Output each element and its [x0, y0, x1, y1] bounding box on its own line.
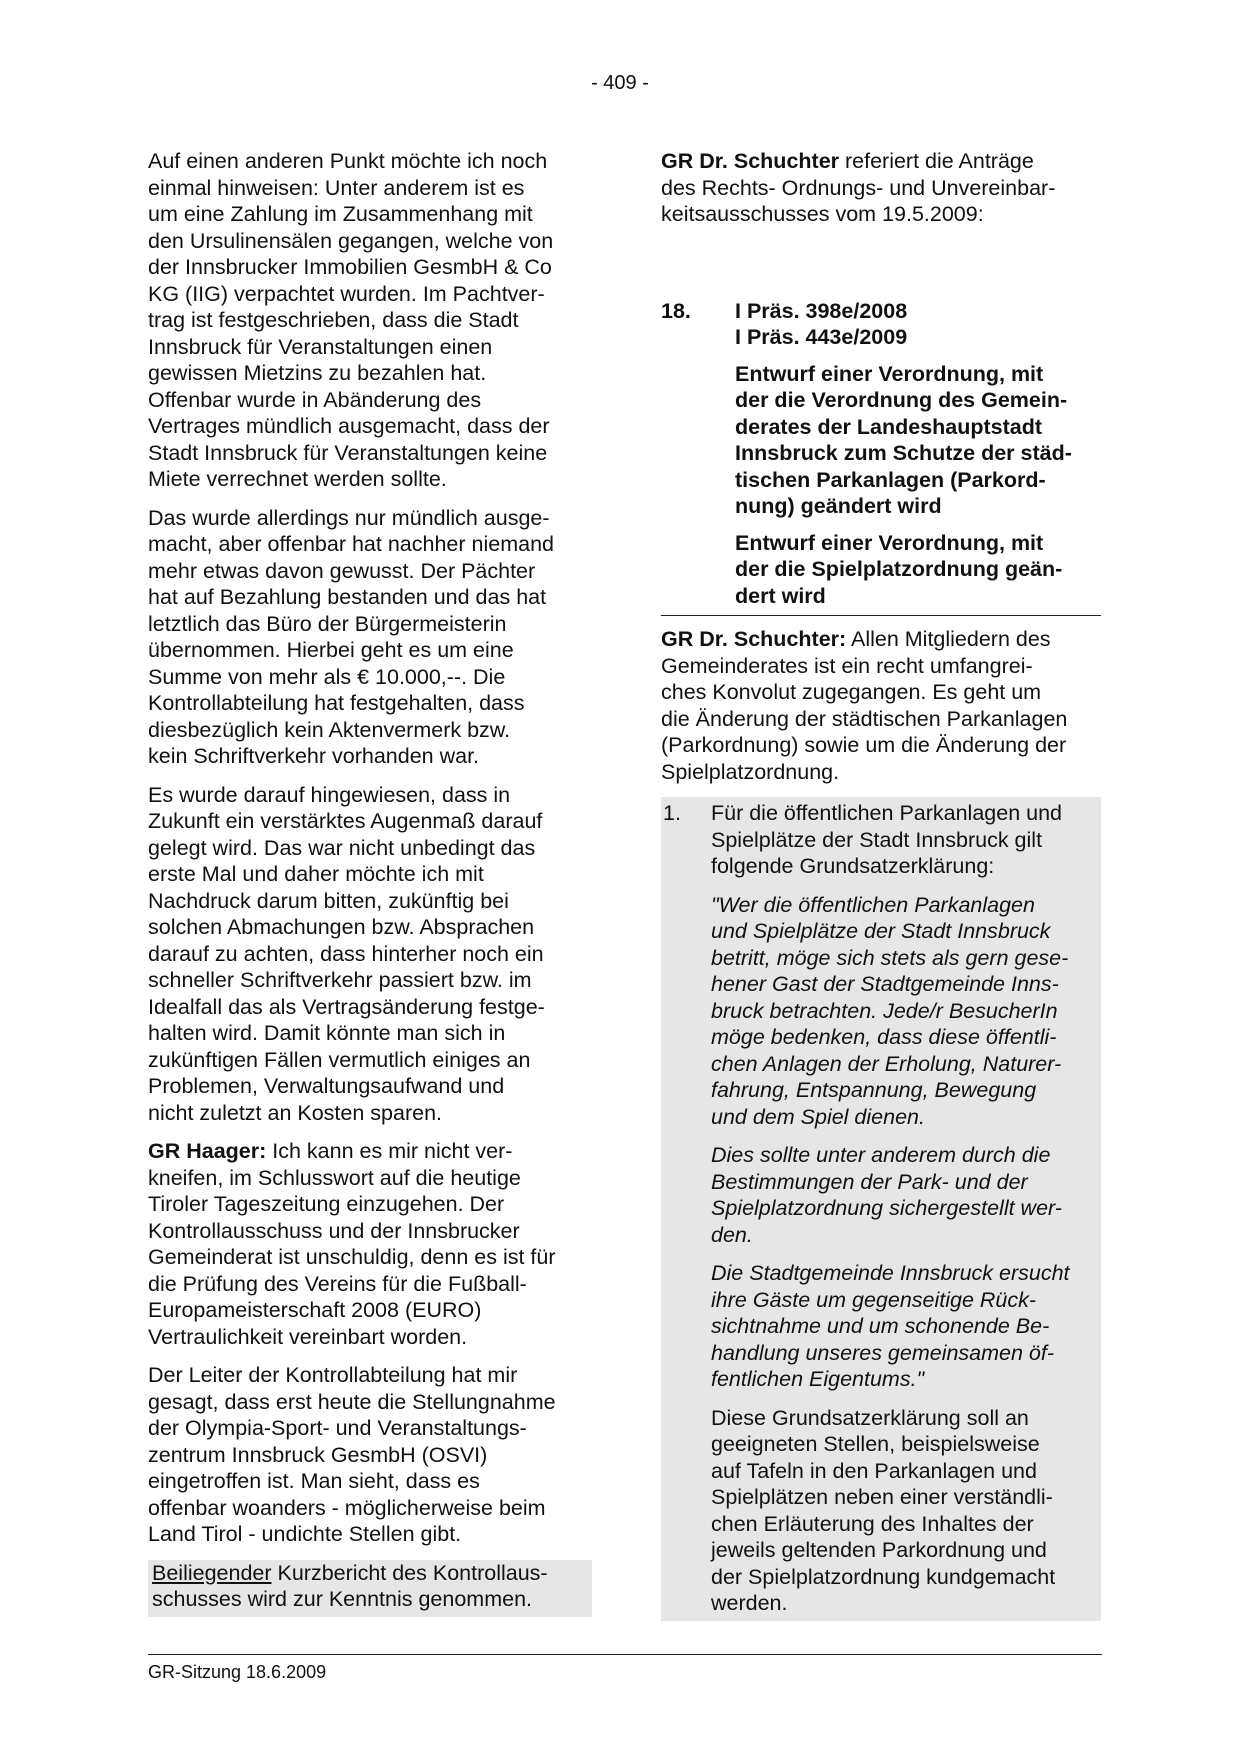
- agenda-references: I Präs. 398e/2008 I Präs. 443e/2009: [735, 298, 908, 349]
- intro-paragraph: [661, 148, 1101, 228]
- footer-divider: [148, 1654, 1102, 1655]
- item-number: 1.: [663, 801, 681, 825]
- speaker-name: GR Dr. Schuchter:: [661, 627, 847, 651]
- speaker-name: GR Haager:: [148, 1139, 267, 1163]
- speech-text: Ich kann es mir nicht ver- kneifen, im Schlusswort auf die heutige Tiroler Tageszeitung einzugehen. Der Kontrollausschuss und der Innsbrucker Gemeinderat ist unschuldig, denn es ist für die Prüfung des Vereins für die Fußball- Europameisterschaft 2008 (EURO) Vertraulichkeit vereinbart worden.: [148, 1139, 556, 1349]
- agenda-number: 18.: [661, 298, 691, 323]
- paragraph: Auf einen anderen Punkt möchte ich noch einmal hinweisen: Unter anderem ist es um eine Zahlung im Zusammenhang mit den Ursulinensälen gegangen, welche von der Innsbrucker Immobilien GesmbH & Co KG (IIG) verpachtet wurden. Im Pachtver- trag ist festgeschrieben, dass die Stadt Innsbruck für Veranstaltungen einen gewissen Mietzins zu bezahlen hat. Offenbar wurde in Abänderung des Vertrages mündlich ausgemacht, dass der Stadt Innsbruck für Veranstaltungen keine Miete verrechnet werden sollte.: [148, 149, 554, 491]
- intro-text: referiert die Anträge des Rechts- Ordnungs- und Unvereinbar- keitsausschusses vom 19.5.2009:: [661, 149, 1056, 226]
- numbered-item: [661, 797, 1101, 1621]
- resolution-text: Kurzbericht des Kontrollaus- schusses wird zur Kenntnis genommen.: [152, 1560, 548, 1611]
- speech-haager: [148, 1138, 588, 1350]
- divider: [661, 615, 1101, 616]
- paragraph: Es wurde darauf hingewiesen, dass in Zukunft ein verstärktes Augenmaß darauf gelegt wird. Das war nicht unbedingt das erste Mal und daher möchte ich mit Nachdruck darum bitten, zukünftig bei solchen Abmachungen bzw. Absprachen darauf zu achten, dass hinterher noch ein schneller Schriftverkehr passiert bzw. im Idealfall das als Vertragsänderung festge- halten wird. Damit könnte man sich in zukünftigen Fällen vermutlich einiges an Problemen, Verwaltungsaufwand und nicht zuletzt an Kosten sparen.: [148, 782, 545, 1125]
- agenda-item: [661, 298, 1101, 610]
- speaker-name: GR Dr. Schuchter: [661, 149, 840, 173]
- paragraph: Das wurde allerdings nur mündlich ausge- macht, aber offenbar hat nachher niemand mehr etwas davon gewusst. Der Pächter hat auf Bezahlung bestanden und das hat letztlich das Büro der Bürgermeisterin übernommen. Hierbei geht es um eine Summe von mehr als € 10.000,--. Die Kontrollabteilung hat festgehalten, dass diesbezüglich kein Aktenvermerk bzw. kein Schriftverkehr vorhanden war.: [148, 505, 554, 768]
- item-intro: Für die öffentlichen Parkanlagen und Spielplätze der Stadt Innsbruck gilt folgende Grundsatzerklärung:: [711, 801, 1063, 878]
- resolution-box: [148, 1560, 592, 1617]
- paragraph: Der Leiter der Kontrollabteilung hat mir gesagt, dass erst heute die Stellungnahme der Olympia-Sport- und Veranstaltungs- zentrum Innsbruck GesmbH (OSVI) eingetroffen ist. Man sieht, dass es offenbar woanders - möglicherweise beim Land Tirol - undichte Stellen gibt.: [148, 1363, 556, 1546]
- left-column: [148, 148, 588, 1629]
- agenda-title: Entwurf einer Verordnung, mit der die Spielplatzordnung geän- dert wird: [735, 530, 1063, 608]
- quote-paragraph: Die Stadtgemeinde Innsbruck ersucht ihre Gäste um gegenseitige Rück- sichtnahme und um schonende Be- handlung unseres gemeinsamen öf- fentlichen Eigentums.": [711, 1261, 1070, 1391]
- footer-text: GR-Sitzung 18.6.2009: [148, 1662, 327, 1682]
- quote-paragraph: Dies sollte unter anderem durch die Bestimmungen der Park- und der Spielplatzordnung sichergestellt wer- den.: [711, 1143, 1062, 1247]
- quote-paragraph: "Wer die öffentlichen Parkanlagen und Spielplätze der Stadt Innsbruck betritt, möge sich stets als gern gese- hener Gast der Stadtgemeinde Inns- bruck betrachten. Jede/r BesucherIn möge bedenken, dass diese öffentli- chen Anlagen der Erholung, Naturer- fahrung, Entspannung, Bewegung und dem Spiel dienen.: [711, 892, 1069, 1129]
- right-column: [661, 148, 1101, 1621]
- page-number: - 409 -: [591, 72, 649, 94]
- item-closing: Diese Grundsatzerklärung soll an geeigneten Stellen, beispielsweise auf Tafeln in den Parkanlagen und Spielplätzen neben einer verständli- chen Erläuterung des Inhaltes der jeweils geltenden Parkordnung und der Spielplatzordnung kundgemacht werden.: [711, 1405, 1056, 1615]
- speech-schuchter: [661, 626, 1101, 785]
- speech-text: Allen Mitgliedern des Gemeinderates ist ein recht umfangrei- ches Konvolut zugegangen. Es geht um die Änderung der städtischen Parkanlagen (Parkordnung) sowie um die Änderung der Spielplatzordnung.: [661, 627, 1068, 784]
- agenda-title: Entwurf einer Verordnung, mit der die Verordnung des Gemein- derates der Landeshauptstadt Innsbruck zum Schutze der städ- tischen Parkanlagen (Parkord- nung) geändert wird: [735, 361, 1072, 518]
- resolution-underlined: Beiliegender: [152, 1560, 272, 1585]
